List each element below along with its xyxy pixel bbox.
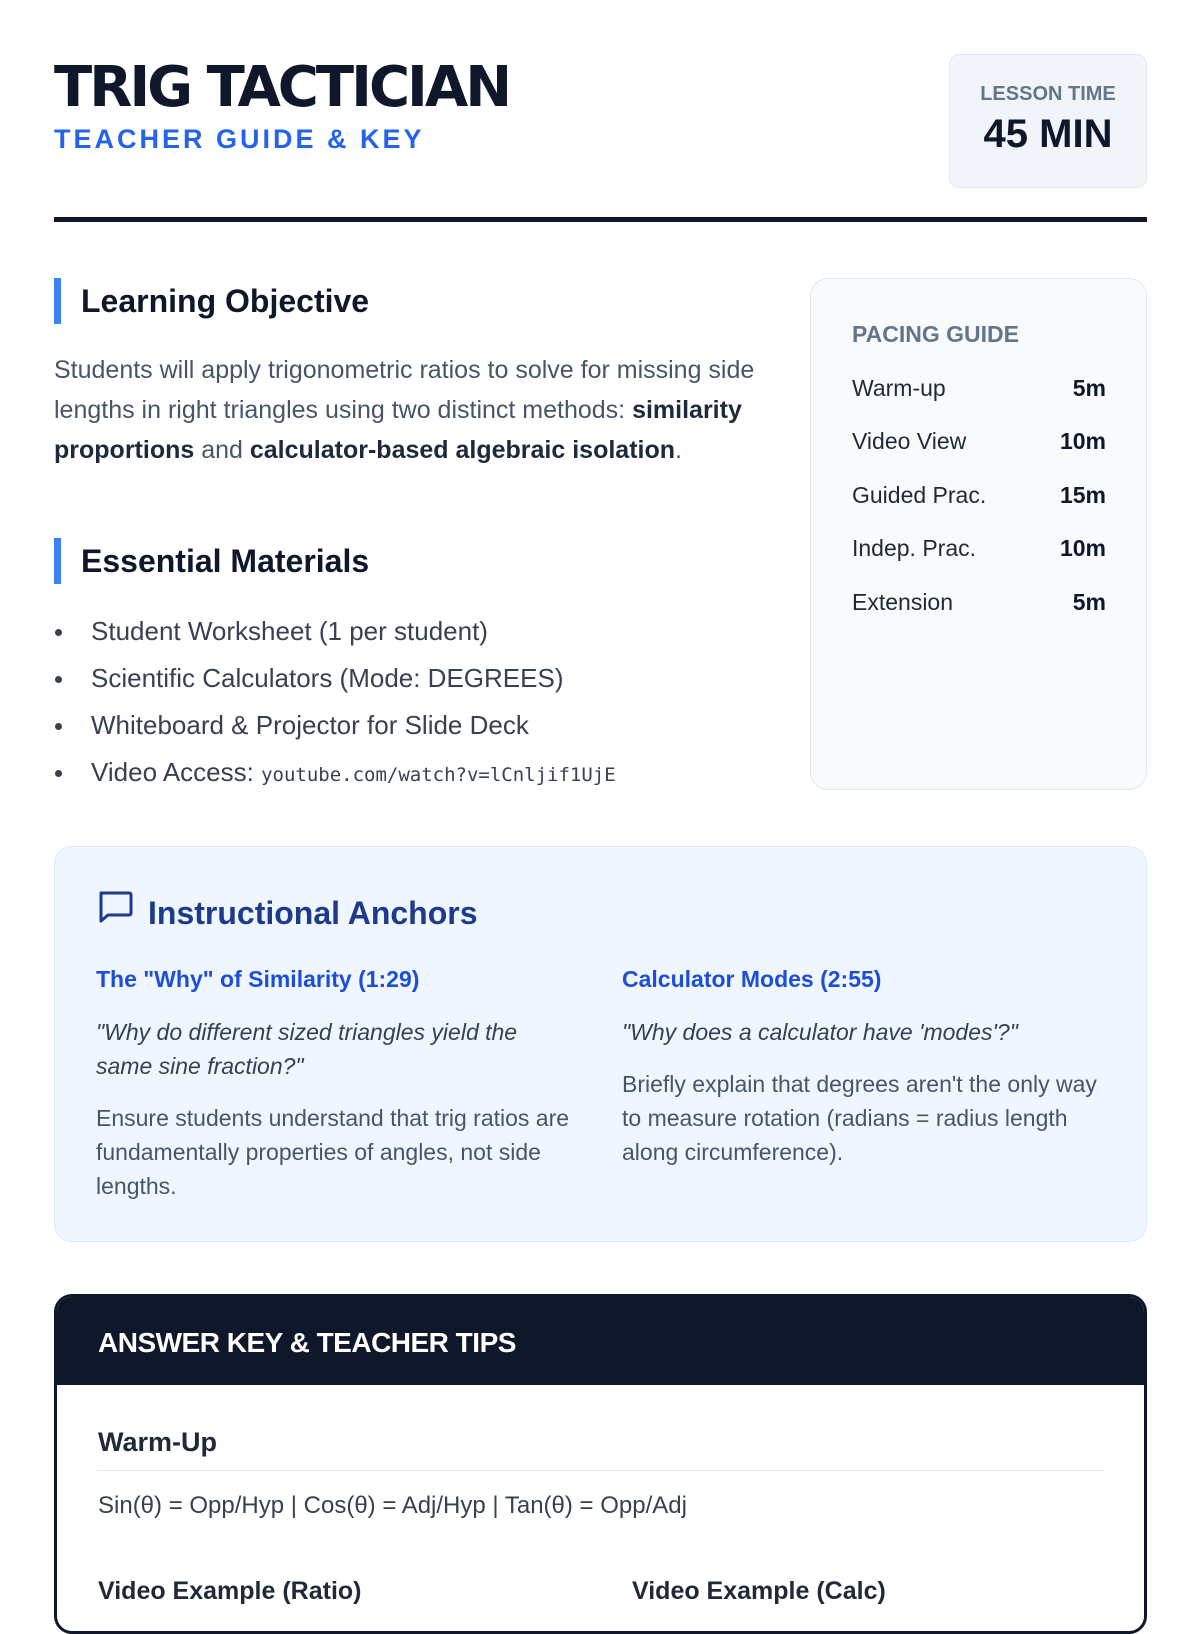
objective-text-1: Students will apply trigonometric ratios to solve for missing side lengths in right triangles using two distinct methods: [54,356,755,424]
lesson-time-value: 45 MIN [983,112,1113,156]
pacing-row-value: 10m [1059,428,1106,454]
list-item: Whiteboard & Projector for Slide Deck [54,702,794,749]
pacing-row-value: 10m [1059,535,1106,561]
objective-text-3: . [675,436,682,464]
pacing-row-label: Indep. Prac. [852,535,977,561]
video-example-ratio-heading: Video Example (Ratio) [98,1577,362,1605]
pacing-row [852,482,1106,509]
answer-key-title: ANSWER KEY & TEACHER TIPS [57,1297,1144,1385]
essential-materials-heading: Essential Materials [54,538,369,584]
anchors-title-text: Instructional Anchors [148,895,478,931]
instructional-anchors [54,846,1147,1242]
pacing-row [852,428,1106,455]
page-title: TRIG TACTICIAN [54,55,510,120]
teacher-guide-page [54,0,1147,1605]
anchor-quote: "Why does a calculator have 'modes'?" [622,1019,1018,1045]
anchor-text: Briefly explain that degrees aren't the only way to measure rotation (radians = radius length along circumference). [622,1071,1097,1165]
materials-list [54,608,794,799]
header [54,0,1147,222]
video-access-label: Video Access: [91,757,262,787]
anchor-item-calculator-modes [622,963,1102,1169]
anchor-quote: "Why do different sized triangles yield the same sine fraction?" [96,1019,518,1079]
learning-objective-heading: Learning Objective [54,278,369,324]
pacing-guide-title: PACING GUIDE [852,321,1019,347]
anchor-text: Ensure students understand that trig ratios are fundamentally properties of angles, not side lengths. [96,1105,570,1199]
pacing-row [852,375,1106,402]
anchor-item-similarity [96,963,576,1203]
objective-bold-1: similarity proportions [54,396,742,464]
answer-key-card [54,1294,1147,1634]
page-subtitle: TEACHER GUIDE & KEY [54,124,425,154]
list-item: Scientific Calculators (Mode: DEGREES) [54,655,794,702]
pacing-guide [810,278,1147,790]
pacing-row-label: Video View [852,428,967,454]
video-example-calc-heading: Video Example (Calc) [632,1577,886,1605]
pacing-row-value: 5m [1072,375,1106,401]
warmup-heading: Warm-Up [98,1427,1104,1471]
pacing-row-value: 15m [1059,482,1106,508]
instructional-anchors-title [96,890,478,937]
chat-bubble-icon [96,889,134,937]
pacing-row-value: 5m [1072,589,1106,615]
pacing-row-label: Extension [852,589,954,615]
list-item [54,749,794,799]
anchor-heading: Calculator Modes (2:55) [622,966,882,992]
learning-objective-text [54,350,774,470]
video-url-link[interactable]: youtube.com/watch?v=lCnljif1UjE [261,764,616,786]
anchor-heading: The "Why" of Similarity (1:29) [96,966,420,992]
lesson-time-box [949,54,1147,188]
list-item: Student Worksheet (1 per student) [54,608,794,655]
objective-bold-2: calculator-based algebraic isolation [249,436,676,464]
warmup-formula: Sin(θ) = Opp/Hyp | Cos(θ) = Adj/Hyp | Tan(θ) = Opp/Adj [98,1492,687,1519]
pacing-row-label: Guided Prac. [852,482,987,508]
pacing-row [852,589,1106,616]
pacing-row-label: Warm-up [852,375,946,401]
lesson-time-label: LESSON TIME [980,83,1116,105]
pacing-row [852,535,1106,562]
objective-text-2: and [194,436,250,464]
